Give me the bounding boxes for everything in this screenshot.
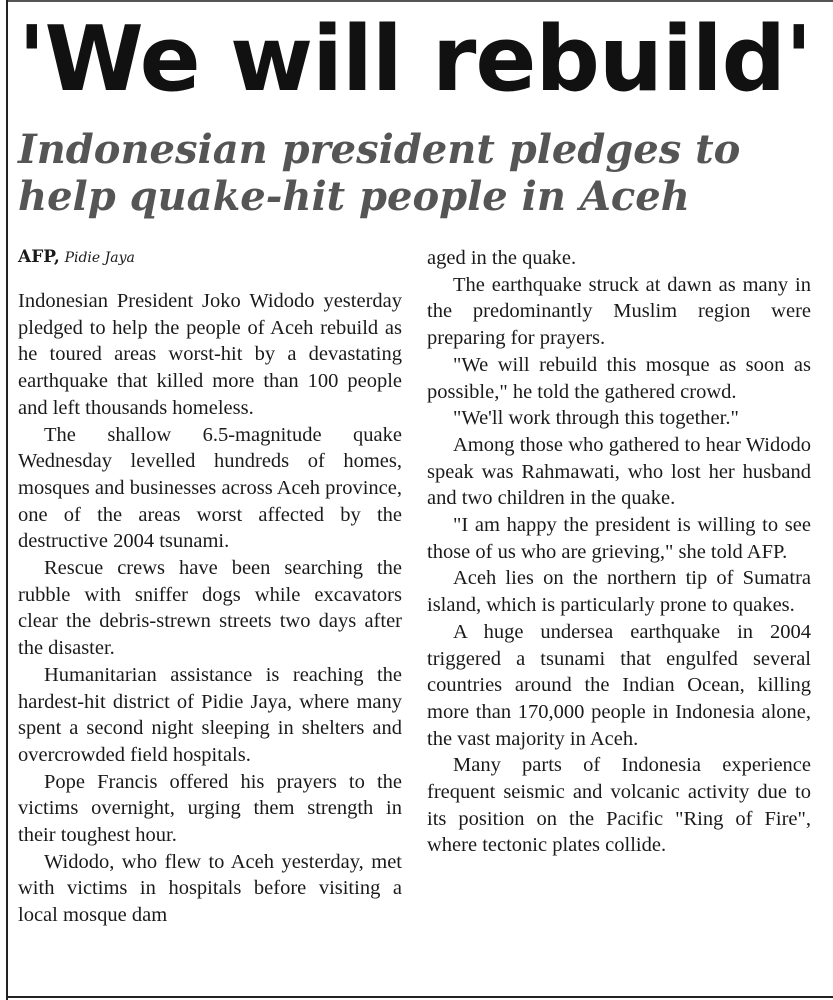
byline-agency: AFP, — [18, 247, 60, 267]
paragraph: Among those who gathered to hear Widodo speak was Rahmawati, who lost her husband and two children in the quake. — [427, 433, 811, 510]
subheadline: Indonesian president pledges to help quake-hit people in Aceh — [18, 126, 741, 220]
byline-location: Pidie Jaya — [64, 250, 135, 266]
paragraph: "I am happy the president is willing to see those of us who are grieving," she told AFP. — [427, 514, 811, 563]
paragraph: Pope Francis offered his prayers to the victims overnight, urging them strength in their toughest hour. — [18, 770, 402, 847]
byline — [18, 246, 135, 269]
article-column-1 — [18, 288, 402, 929]
paragraph: "We will rebuild this mosque as soon as possible," he told the gathered crowd. — [427, 353, 811, 403]
paragraph: Widodo, who flew to Aceh yesterday, met with victims in hospitals before visiting a local mosque dam — [18, 850, 402, 927]
paragraph: aged in the quake. — [427, 247, 577, 269]
headline: 'We will rebuild' — [18, 7, 812, 112]
paragraph: A huge undersea earthquake in 2004 triggered a tsunami that engulfed several countries around the Indian Ocean, killing more than 170,000 people in Indonesia alone, the vast majority in Aceh. — [427, 620, 811, 750]
bottom-rule — [6, 996, 833, 998]
paragraph: Indonesian President Joko Widodo yesterday pledged to help the people of Aceh rebuild as he toured areas worst-hit by a devastating earthquake that killed more than 100 people and left thousands homeless. — [18, 290, 402, 419]
left-column-rule — [6, 0, 8, 1000]
paragraph: "We'll work through this together." — [453, 407, 739, 430]
paragraph: Humanitarian assistance is reaching the hardest-hit district of Pidie Jaya, where many spent a second night sleeping in shelters and overcrowded field hospitals. — [18, 663, 402, 766]
paragraph: The earthquake struck at dawn as many in the predominantly Muslim region were preparing for prayers. — [427, 273, 811, 350]
paragraph: The shallow 6.5-magnitude quake Wednesday levelled hundreds of homes, mosques and businesses across Aceh province, one of the areas worst affected by the destructive 2004 tsunami. — [18, 423, 402, 553]
article-column-2 — [427, 245, 811, 859]
paragraph: Rescue crews have been searching the rubble with sniffer dogs while excavators clear the debris-strewn streets two days after the disaster. — [18, 557, 402, 660]
paragraph: Many parts of Indonesia experience frequent seismic and volcanic activity due to its position on the Pacific "Ring of Fire", where tectonic plates collide. — [427, 754, 811, 857]
paragraph: Aceh lies on the northern tip of Sumatra island, which is particularly prone to quakes. — [427, 567, 811, 617]
top-rule — [6, 0, 833, 2]
